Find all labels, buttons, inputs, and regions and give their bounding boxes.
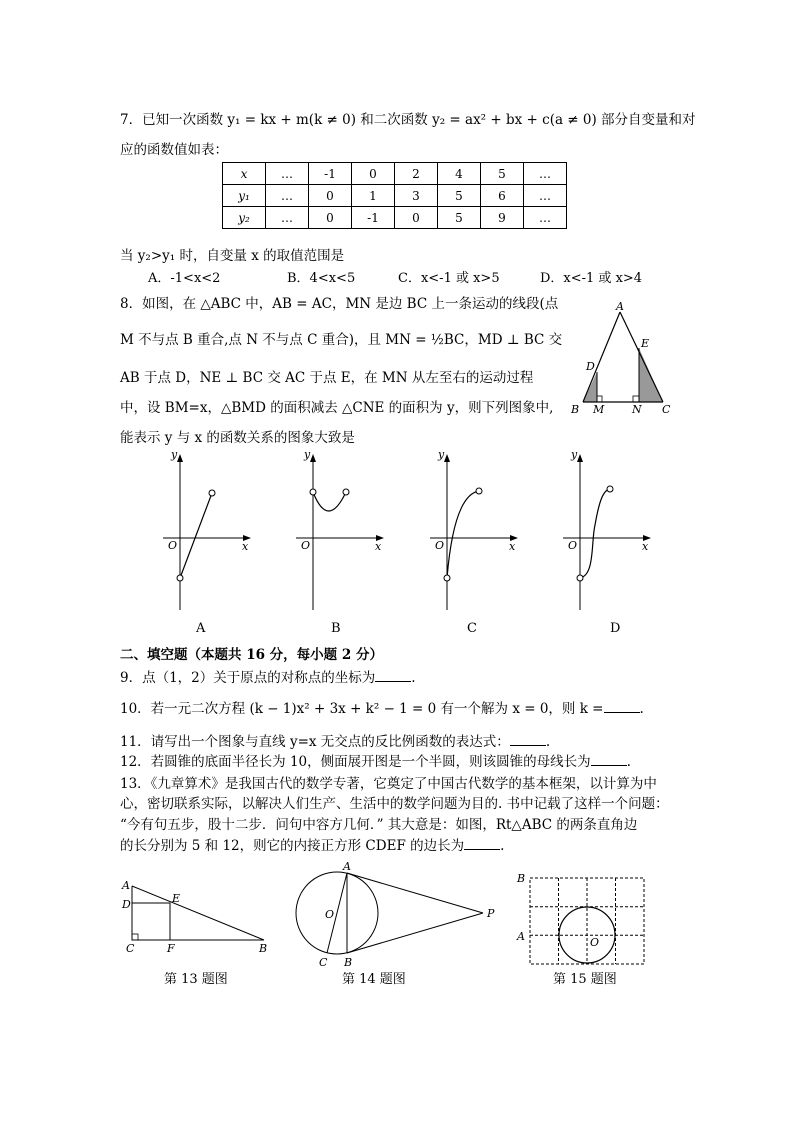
table-cell: … — [524, 207, 567, 229]
label-c: C — [662, 403, 671, 416]
fig13-caption: 第 13 题图 — [164, 972, 228, 987]
q8-triangle-figure — [568, 300, 678, 420]
table-cell: 9 — [481, 207, 524, 229]
q8-line4: 中，设 BM=x，△BMD 的面积减去 △CNE 的面积为 y，则下列图象中, — [120, 400, 554, 416]
graph-caption-c: C — [467, 621, 477, 636]
label-f: F — [167, 942, 175, 955]
origin: O — [168, 539, 178, 552]
row-label: y₁ — [223, 185, 266, 207]
table-cell: 0 — [309, 207, 352, 229]
row-label: y₂ — [223, 207, 266, 229]
table-cell: 5 — [438, 207, 481, 229]
section-2-title: 二、填空题（本题共 16 分，每小题 2 分） — [120, 647, 383, 663]
q8-graph-c — [422, 450, 522, 620]
graph-caption-d: D — [610, 621, 621, 636]
table-cell: 6 — [481, 185, 524, 207]
q8-line5: 能表示 y 与 x 的函数关系的图象大致是 — [120, 430, 355, 446]
label-c: C — [319, 956, 328, 969]
row-label: x — [223, 163, 266, 185]
q7-question: 当 y₂>y₁ 时，自变量 x 的取值范围是 — [120, 248, 345, 264]
q7-value-table — [222, 162, 567, 229]
q11: 11．请写出一个图象与直线 y=x 无交点的反比例函数的表达式： . — [120, 734, 551, 750]
origin: O — [301, 539, 311, 552]
q7-option-c: C．x<-1 或 x>5 — [398, 271, 500, 286]
q13-line2: 心，密切联系实际，以解决人们生产、生活中的数学问题为目的. 书中记载了这样一个问题： — [120, 796, 669, 812]
q7-option-a: A．-1<x<2 — [148, 271, 221, 286]
q7-line1: 7．已知一次函数 y₁ = kx + m(k ≠ 0) 和二次函数 y₂ = ax² + bx + c(a ≠ 0) 部分自变量和对 — [120, 112, 696, 128]
q10: 10．若一元二次方程 (k − 1)x² + 3x + k² − 1 = 0 有一个解为 x = 0，则 k = . — [120, 701, 644, 717]
q8-line2: M 不与点 B 重合,点 N 不与点 C 重合)，且 MN = ½BC，MD ⊥ BC 交 — [120, 332, 563, 348]
label-a: A — [517, 930, 525, 943]
q13-line1: 13．《九章算术》是我国古代的数学专著，它奠定了中国古代数学的基本框架，以计算为中 — [120, 776, 657, 792]
axis-y: y — [571, 450, 578, 461]
origin: O — [435, 539, 445, 552]
table-cell: 4 — [438, 163, 481, 185]
label-n: N — [632, 403, 642, 416]
table-cell: 0 — [352, 163, 395, 185]
table-cell: 5 — [438, 185, 481, 207]
q8-graph-b — [288, 450, 388, 620]
label-b: B — [344, 956, 353, 969]
q8-line1: 8．如图，在 △ABC 中，AB = AC，MN 是边 BC 上一条运动的线段(点 — [120, 296, 559, 312]
axis-x: x — [242, 540, 249, 553]
q8-line3: AB 于点 D，NE ⊥ BC 交 AC 于点 E，在 MN 从左至右的运动过程 — [120, 370, 534, 386]
axis-x: x — [642, 540, 649, 553]
label-c: C — [126, 942, 135, 955]
label-a: A — [616, 300, 624, 313]
fig15-grid-circle — [512, 872, 652, 968]
table-row — [223, 163, 567, 185]
q9: 9．点（1，2）关于原点的对称点的坐标为 . — [120, 670, 416, 686]
table-cell: 0 — [395, 207, 438, 229]
label-b: B — [259, 942, 268, 955]
table-cell: 0 — [309, 185, 352, 207]
label-b: B — [517, 872, 526, 885]
table-cell: … — [524, 163, 567, 185]
q7-option-d: D．x<-1 或 x>4 — [540, 271, 643, 286]
table-cell: 3 — [395, 185, 438, 207]
label-o: O — [325, 908, 335, 921]
table-row — [223, 207, 567, 229]
label-d: D — [586, 360, 595, 373]
axis-y: y — [171, 450, 178, 461]
q7-line2: 应的函数值如表： — [120, 142, 228, 158]
table-cell: … — [266, 163, 309, 185]
table-cell: … — [266, 207, 309, 229]
table-cell: … — [524, 185, 567, 207]
graph-caption-a: A — [196, 621, 206, 636]
fig14-circle-tangents — [290, 860, 510, 970]
table-cell: -1 — [309, 163, 352, 185]
q12: 12．若圆锥的底面半径长为 10，侧面展开图是一个半圆，则该圆锥的母线长为 . — [120, 754, 631, 770]
table-cell: -1 — [352, 207, 395, 229]
label-e: E — [641, 337, 650, 350]
axis-y: y — [438, 450, 445, 461]
q8-graph-a — [155, 450, 255, 620]
label-a: A — [122, 879, 130, 892]
axis-y: y — [304, 450, 311, 461]
q13-line4: 的长分别为 5 和 12，则它的内接正方形 CDEF 的边长为 . — [120, 838, 505, 854]
fig13-right-triangle — [118, 876, 278, 956]
origin: O — [568, 539, 578, 552]
table-cell: 5 — [481, 163, 524, 185]
table-cell: … — [266, 185, 309, 207]
label-b: B — [571, 403, 580, 416]
label-o: O — [590, 936, 600, 949]
label-m: M — [593, 403, 605, 416]
table-cell: 2 — [395, 163, 438, 185]
table-row — [223, 185, 567, 207]
fig14-caption: 第 14 题图 — [342, 972, 406, 987]
q13-line3: “今有句五步，股十二步．问句中容方几何．” 其大意是：如图，Rt△ABC 的两条直角边 — [120, 817, 638, 833]
table-cell: 1 — [352, 185, 395, 207]
graph-caption-b: B — [331, 621, 341, 636]
q7-option-b: B．4<x<5 — [287, 271, 356, 286]
fig15-caption: 第 15 题图 — [553, 972, 617, 987]
label-d: D — [122, 898, 131, 911]
q8-graph-d — [555, 450, 655, 620]
label-e: E — [172, 892, 181, 905]
label-a: A — [343, 860, 351, 873]
axis-x: x — [375, 540, 382, 553]
axis-x: x — [509, 540, 516, 553]
label-p: P — [487, 907, 495, 920]
